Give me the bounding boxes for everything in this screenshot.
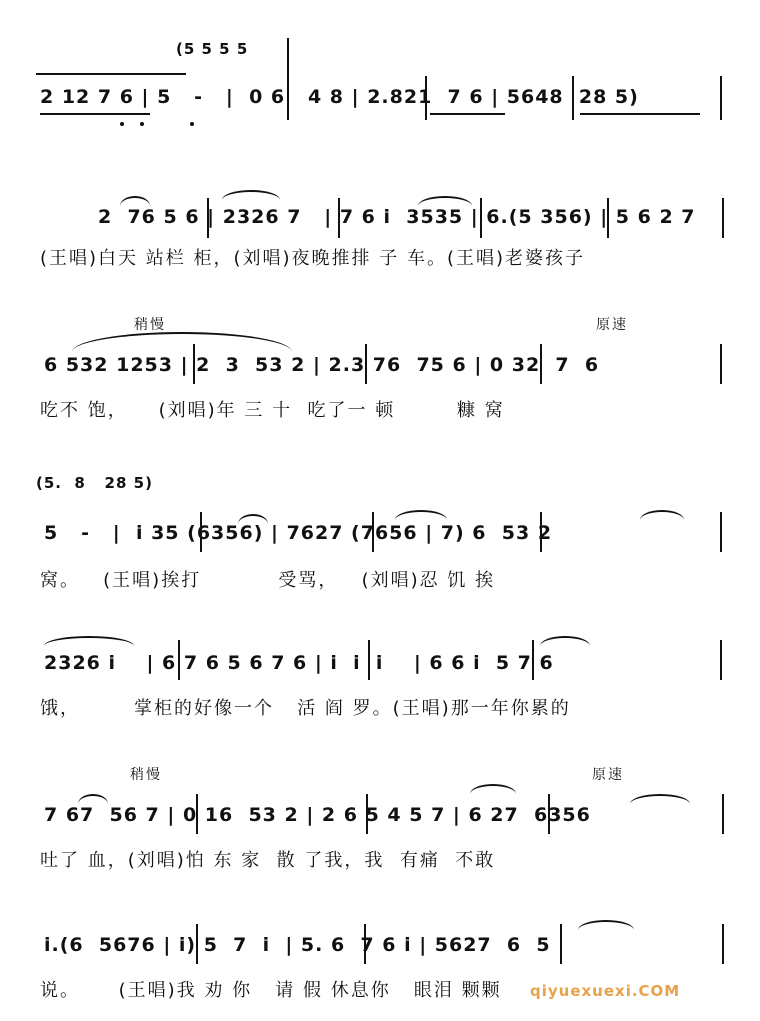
system-6-notes: 7 67 56 7 | 0 16 53 2 | 2 6 5 4 5 7 | 6 27 6356 [44, 804, 591, 826]
barline [366, 794, 368, 834]
barline [425, 76, 427, 120]
slur [630, 794, 690, 804]
slur [418, 196, 472, 206]
tempo-mark-original: 原速 [592, 767, 624, 783]
barline [572, 76, 574, 120]
system-7-notes: i.(6 5676 | i) 5 7 i | 5. 6 7 6 i | 5627 6 5 [44, 934, 551, 956]
slur [120, 196, 150, 206]
system-1-notes: 2 12 7 6 | 5 - | 0 6 4 8 | 2.821 7 6 | 5648 28 5) [40, 86, 639, 108]
barline [287, 38, 289, 120]
barline [720, 640, 722, 680]
system-1-above-notes: (5 5 5 5 [176, 40, 249, 58]
barline [368, 640, 370, 680]
system-2-lyrics: (王唱)白天 站栏 柜，(刘唱)夜晚推排 子 车。(王唱)老婆孩子 [40, 248, 586, 269]
slur [78, 794, 108, 804]
octave-dot [140, 122, 144, 126]
tempo-mark-original: 原速 [596, 317, 628, 333]
slur [395, 510, 447, 520]
barline [722, 924, 724, 964]
barline [722, 198, 724, 238]
barline [722, 794, 724, 834]
barline [193, 344, 195, 384]
system-4-notes: 5 - | i 35 (6356) | 7627 (7656 | 7) 6 53 2 [44, 522, 553, 544]
octave-dot [190, 122, 194, 126]
beam [40, 113, 150, 115]
slur [44, 636, 134, 646]
barline [338, 198, 340, 238]
barline [178, 640, 180, 680]
barline [365, 344, 367, 384]
barline [200, 512, 202, 552]
barline [540, 344, 542, 384]
barline [720, 76, 722, 120]
slur [578, 920, 634, 930]
system-3-notes: 6 532 1253 | 2 3 53 2 | 2.3 76 75 6 | 0 32 7 6 [44, 354, 600, 376]
barline [607, 198, 609, 238]
slur [222, 190, 280, 200]
system-5-notes: 2326 i | 6 7 6 5 6 7 6 | i i i | 6 6 i 5 7 6 [44, 652, 554, 674]
system-2-notes: 2 76 5 6 | 2326 7 | 7 6 i 3535 | 6.(5 356) | 5 6 2 7 [98, 206, 696, 228]
watermark: qiyuexuexi.COM [530, 982, 681, 1000]
beam [580, 113, 700, 115]
octave-dot [120, 122, 124, 126]
barline [540, 512, 542, 552]
system-5-lyrics: 饿， 掌柜的好像一个 活 阎 罗。(王唱)那一年你累的 [40, 698, 571, 719]
system-4-lyrics: 窝。 (王唱)挨打 受骂， (刘唱)忍 饥 挨 [40, 570, 496, 591]
barline [372, 512, 374, 552]
barline [364, 924, 366, 964]
barline [560, 924, 562, 964]
system-6-lyrics: 吐了 血，(刘唱)怕 东 家 散 了我，我 有痛 不敢 [40, 850, 496, 871]
system-3-lyrics: 吃不 饱， (刘唱)年 三 十 吃了一 顿 糠 窝 [40, 400, 505, 421]
staff-rule [36, 73, 186, 75]
barline [480, 198, 482, 238]
slur [470, 784, 516, 794]
tempo-mark-slow: 稍慢 [134, 317, 166, 333]
slur [640, 510, 684, 520]
tempo-mark-slow: 稍慢 [130, 767, 162, 783]
system-7-lyrics: 说。 (王唱)我 劝 你 请 假 休息你 眼泪 颗颗 [40, 980, 502, 1001]
slur [72, 332, 292, 352]
barline [548, 794, 550, 834]
barline [720, 512, 722, 552]
barline [196, 794, 198, 834]
barline [196, 924, 198, 964]
barline [532, 640, 534, 680]
beam [430, 113, 505, 115]
barline [207, 198, 209, 238]
slur [540, 636, 590, 646]
barline [720, 344, 722, 384]
system-4-above-notes: (5. 8 28 5) [36, 474, 153, 492]
